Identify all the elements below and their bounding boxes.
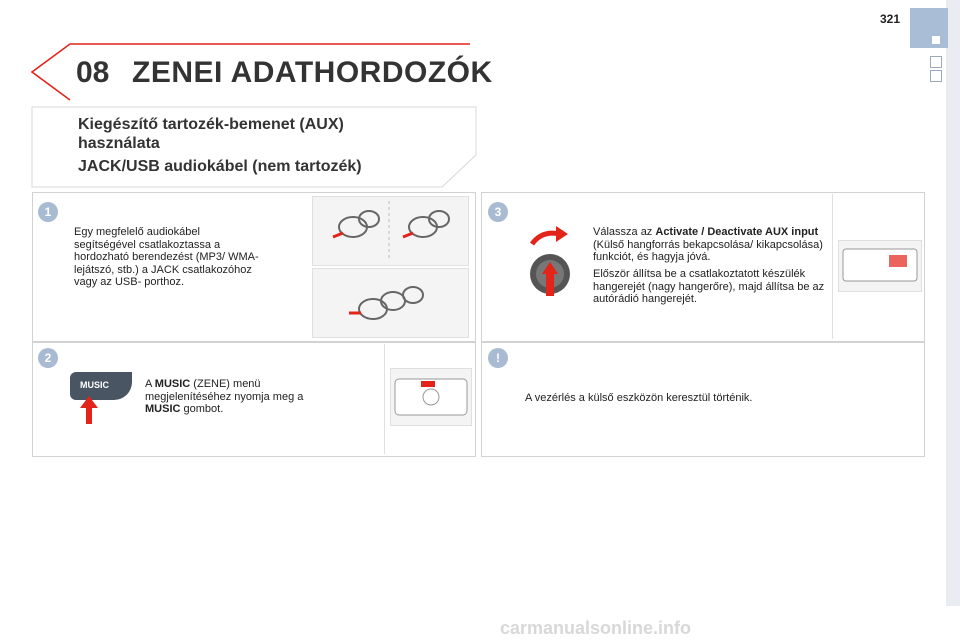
page-number: 321 bbox=[880, 12, 901, 26]
press-arrow-icon bbox=[78, 394, 100, 426]
note-badge: ! bbox=[488, 348, 508, 368]
side-square-1 bbox=[930, 56, 942, 68]
radio-panel-image bbox=[390, 368, 472, 426]
music-button-label: MUSIC bbox=[80, 380, 109, 390]
step-3-text: Válassza az Activate / Deactivate AUX input (Külső hangforrás bekapcsolása/ kikapcsolása) funkciót, és hagyja jóvá. bbox=[593, 226, 823, 263]
radio-unit-image bbox=[838, 240, 922, 292]
step-2-text: A MUSIC (ZENE) menü megjelenítéséhez nyomja meg a MUSIC gombot. bbox=[145, 378, 304, 415]
section-number: 08 bbox=[76, 56, 110, 89]
rotary-knob-icon bbox=[520, 222, 580, 302]
side-strip bbox=[946, 0, 960, 606]
step-2-badge: 2 bbox=[38, 348, 58, 368]
footer-watermark: carmanualsonline.info bbox=[500, 618, 692, 638]
jack-plug-image bbox=[312, 196, 469, 266]
step-1-text: Egy megfelelő audiokábel segítségével csatlakoztassa a hordozható berendezést (MP3/ WMA-lejátszó, stb.) a JACK csatlakozóhoz vagy az USB- porthoz. bbox=[74, 226, 259, 288]
usb-plug-image bbox=[312, 268, 469, 338]
side-square-2 bbox=[930, 70, 942, 82]
step-3-divider bbox=[832, 194, 833, 339]
step-3-text-volume: Először állítsa be a csatlakoztatott készülék hangerejét (nagy hangerőre), majd állítsa be az autórádió hangerejét. bbox=[593, 268, 825, 305]
note-text: A vezérlés a külső eszközön keresztül történik. bbox=[525, 392, 753, 404]
subtitle-aux: Kiegészítő tartozék-bemenet (AUX) használata bbox=[78, 116, 344, 152]
step-3-badge: 3 bbox=[488, 202, 508, 222]
corner-tab bbox=[910, 8, 948, 48]
step-1-badge: 1 bbox=[38, 202, 58, 222]
subtitle-jack-usb: JACK/USB audiokábel (nem tartozék) bbox=[78, 158, 362, 175]
step-2-divider bbox=[384, 344, 385, 454]
page-title: ZENEI ADATHORDOZÓK bbox=[132, 56, 493, 89]
